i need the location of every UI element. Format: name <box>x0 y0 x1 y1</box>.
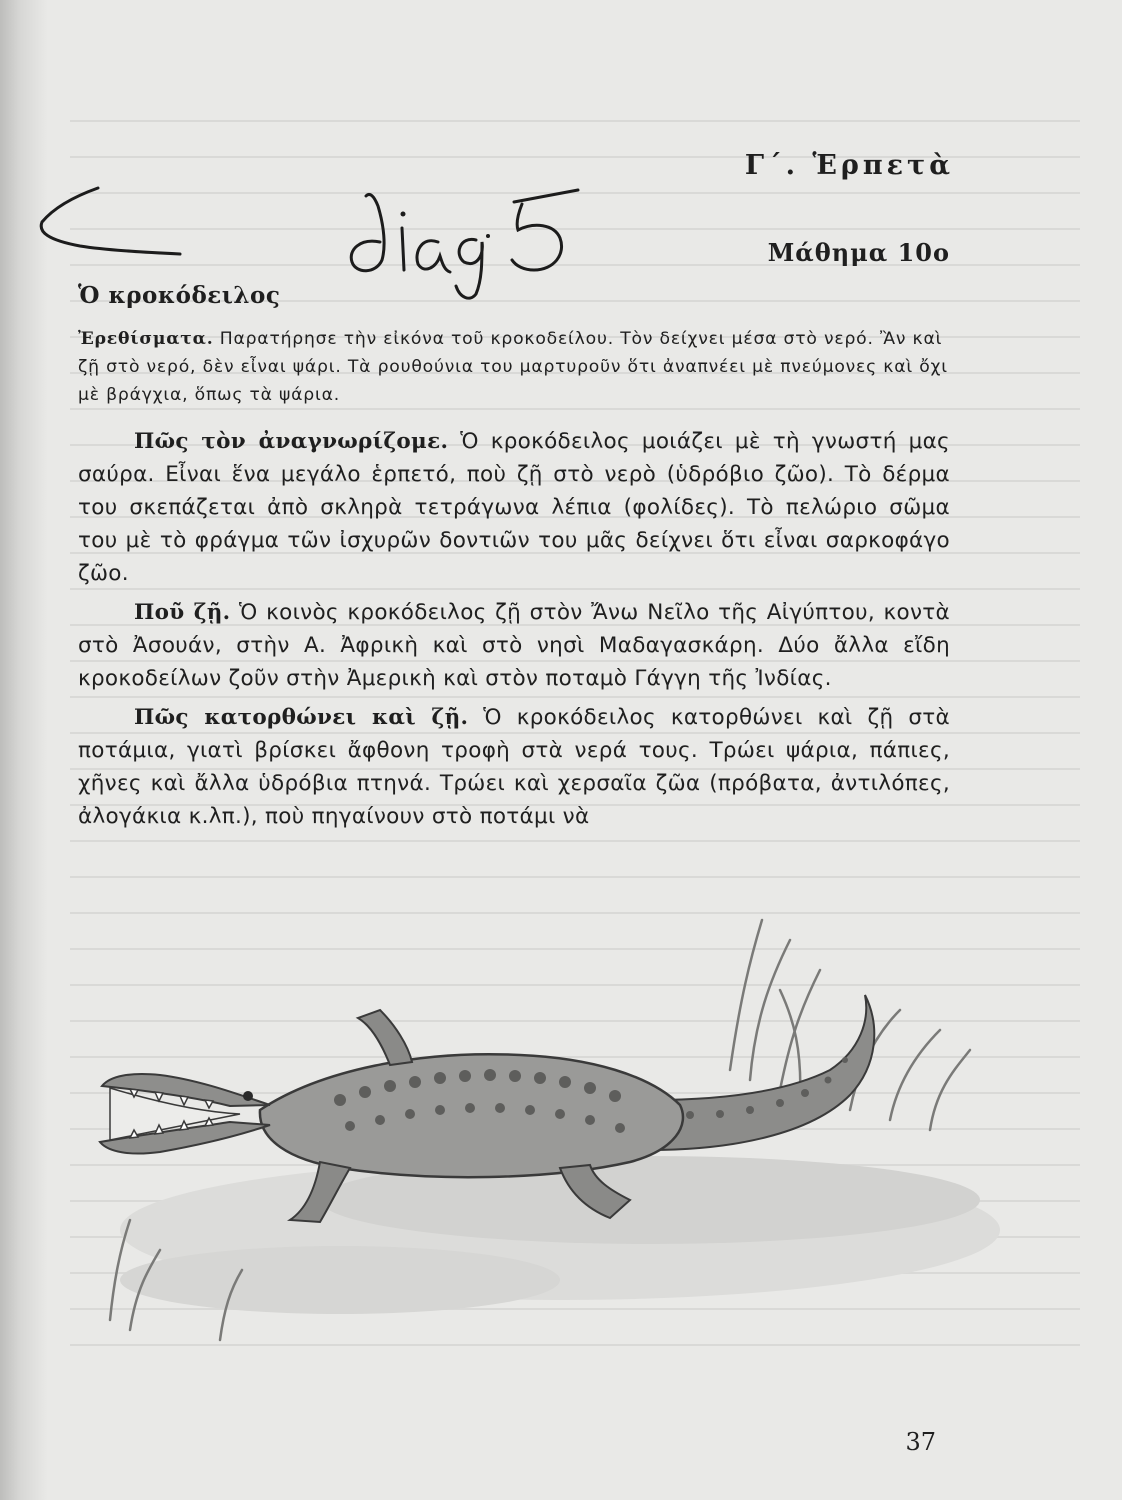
paragraph-heading: Πῶς τὸν ἀναγνωρίζομε. <box>134 429 449 454</box>
paragraph-text: Ὁ κροκόδειλος μοιάζει μὲ τὴ γνωστή μας σαύρα. Εἶναι ἕνα μεγάλο ἑρπετό, ποὺ ζῇ στὸ νερὸ (ὑδρόβιο ζῶο). Τὸ δέρμα του σκεπάζεται ἀπὸ σκληρὰ τετράγωνα λέπια (φολίδες). Τὸ πελώριο σῶμα του μὲ τὸ φράγμα τῶν ἰσχυρῶν δοντιῶν του μᾶς δείχνει ὅτι εἶναι σαρκοφάγο ζῶο. <box>78 429 950 586</box>
stimuli-text: Παρατήρησε τὴν εἰκόνα τοῦ κροκοδείλου. Τὸν δείχνει μέσα στὸ νερό. Ἂν καὶ ζῇ στὸ νερό, δὲν εἶναι ψάρι. Τὰ ρουθούνια του μαρτυροῦν ὅτι ἀναπνέει μὲ πνεύμονες καὶ ὄχι μὲ βράγχια, ὅπως τὰ ψάρια. <box>78 329 948 405</box>
paragraph-text: Ὁ κροκόδειλος κατορθώνει καὶ ζῇ στὰ ποτάμια, γιατὶ βρίσκει ἄφθονη τροφὴ στὰ νερά τους. Τρώει ψάρια, πάπιες, χῆνες καὶ ἄλλα ὑδρόβια πτηνά. Τρώει καὶ χερσαῖα ζῶα (πρόβατα, ἀντιλόπες, ἀλογάκια κ.λπ.), ποὺ πηγαίνουν στὸ ποτάμι νὰ <box>78 705 950 829</box>
paragraph-recognition <box>78 425 950 590</box>
paragraph-habitat <box>78 596 950 695</box>
paragraph-survival <box>78 701 950 833</box>
lesson-title: Μάθημα 10ο <box>767 238 950 267</box>
paragraph-heading: Ποῦ ζῇ. <box>134 600 231 625</box>
topic-title: Ὁ κροκόδειλος <box>78 282 281 309</box>
crocodile-illustration <box>90 900 1020 1360</box>
paragraph-text: Ὁ κοινὸς κροκόδειλος ζῇ στὸν Ἄνω Νεῖλο τῆς Αἰγύπτου, κοντὰ στὸ Ἀσουάν, στὴν Α. Ἀφρικὴ καὶ στὸ νησὶ Μαδαγασκάρη. Δύο ἄλλα εἴδη κροκοδείλων ζοῦν στὴν Ἀμερικὴ καὶ στὸν ποταμὸ Γάγγη τῆς Ἰνδίας. <box>78 600 950 691</box>
paragraph-heading: Πῶς κατορθώνει καὶ ζῇ. <box>134 705 469 730</box>
handwritten-note <box>30 170 590 300</box>
stimuli-paragraph <box>78 325 950 409</box>
page-number: 37 <box>905 1428 936 1456</box>
stimuli-label: Ἐρεθίσματα. <box>78 329 214 349</box>
lesson-body <box>78 425 950 839</box>
section-title: Γ΄. Ἑρπετὰ <box>744 150 954 181</box>
